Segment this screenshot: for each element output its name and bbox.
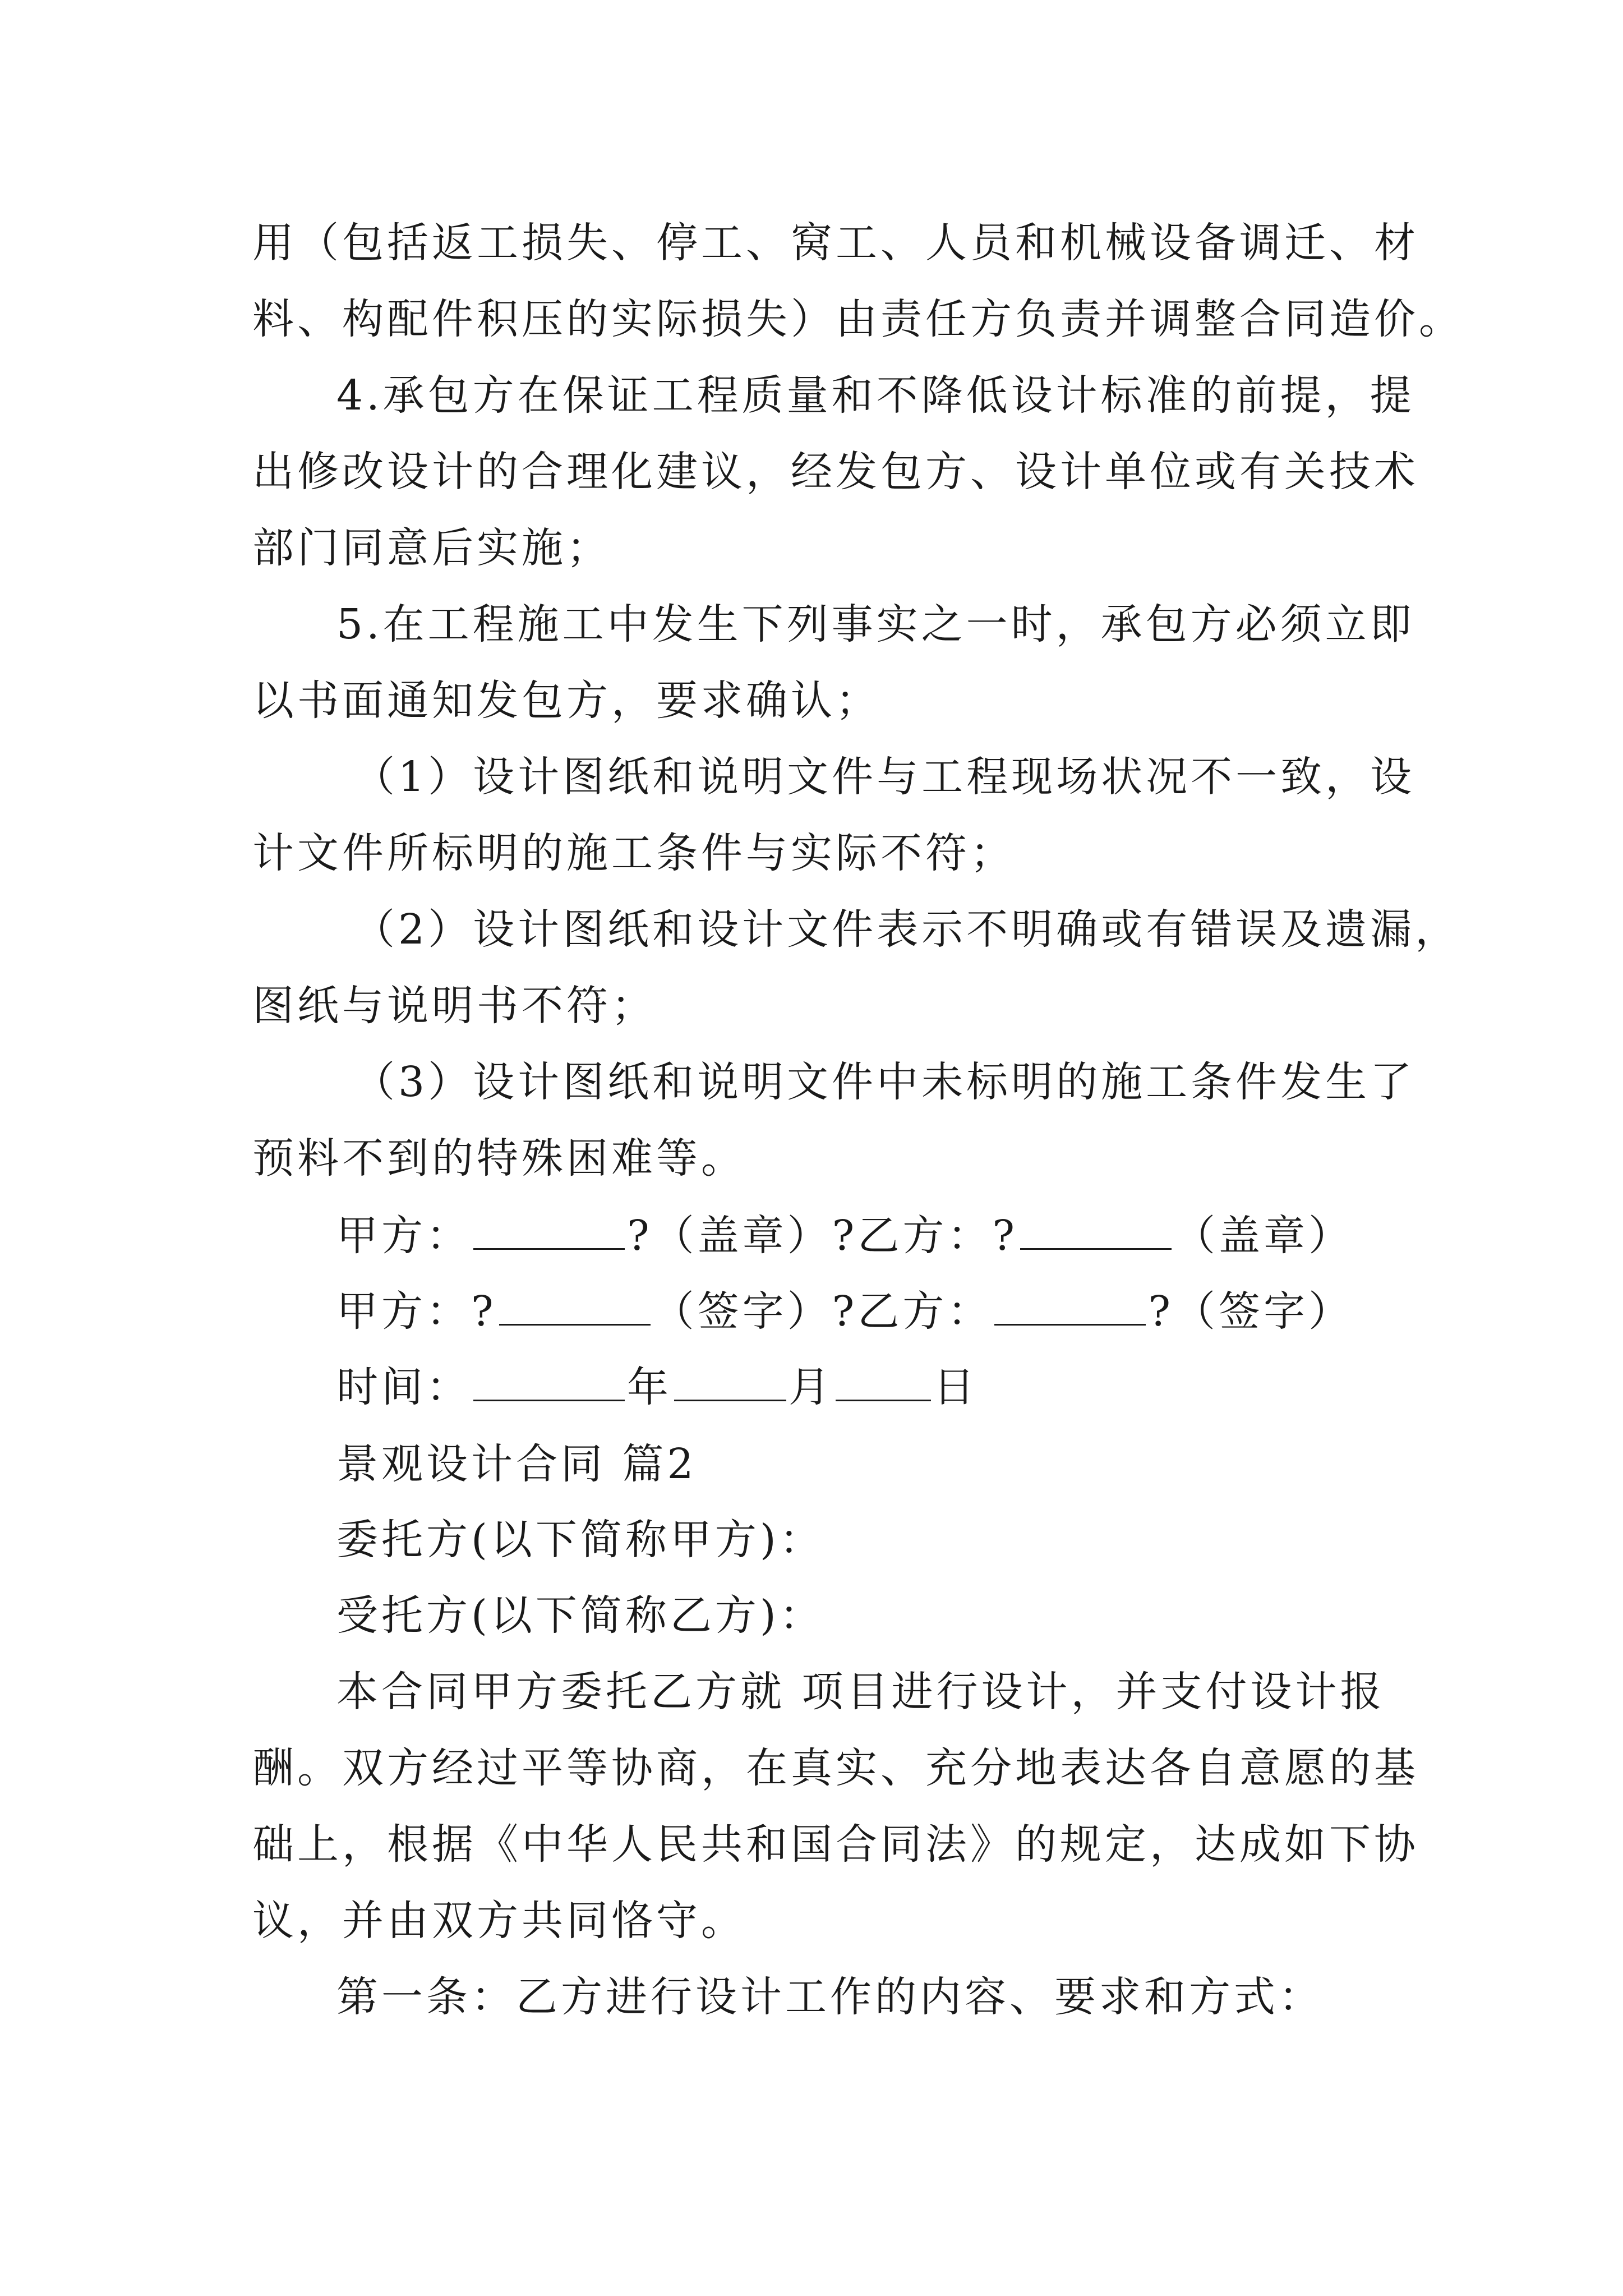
- client-line: 委托方(以下简称甲方)：: [336, 1516, 824, 1564]
- party-b-sign-text: ?（签字）: [1148, 1287, 1354, 1336]
- paragraph-line: 以书面通知发包方，要求确认；: [252, 677, 880, 725]
- party-a-sign-blank: [499, 1290, 651, 1326]
- party-a-label: 甲方：?: [336, 1287, 497, 1336]
- paragraph-line: 部门同意后实施；: [252, 524, 611, 572]
- signature-seal-row: [336, 1209, 1353, 1263]
- sign-mid-text: （签字）?乙方：: [652, 1287, 993, 1336]
- paragraph-line: （2）设计图纸和设计文件表示不明确或有错误及遗漏，: [353, 905, 1460, 954]
- paragraph-line: 预料不到的特殊困难等。: [252, 1134, 746, 1182]
- month-label: 月: [789, 1363, 833, 1411]
- paragraph-line: 4.承包方在保证工程质量和不降低设计标准的前提，提: [336, 371, 1415, 420]
- contractor-line: 受托方(以下简称乙方)：: [336, 1591, 824, 1640]
- paragraph-line: 酬。双方经过平等协商，在真实、充分地表达各自意愿的基: [252, 1744, 1419, 1792]
- year-label: 年: [627, 1363, 672, 1411]
- year-blank: [473, 1366, 625, 1401]
- paragraph-line: 础上，根据《中华人民共和国合同法》的规定，达成如下协: [252, 1820, 1419, 1869]
- paragraph-line: 料、构配件积压的实际损失）由责任方负责并调整合同造价。: [252, 295, 1464, 343]
- paragraph-line: 计文件所标明的施工条件与实际不符；: [252, 829, 1015, 877]
- day-blank: [836, 1366, 931, 1401]
- month-blank: [674, 1366, 786, 1401]
- signature-name-row: [336, 1285, 1353, 1338]
- date-row: [336, 1360, 978, 1414]
- paragraph-line: 5.在工程施工中发生下列事实之一时，承包方必须立即: [336, 600, 1415, 648]
- article-heading: 第一条：乙方进行设计工作的内容、要求和方式：: [336, 1973, 1324, 2021]
- paragraph-line: 本合同甲方委托乙方就 项目进行设计，并支付设计报: [336, 1668, 1385, 1716]
- date-label: 时间：: [336, 1363, 471, 1411]
- paragraph-line: 议，并由双方共同恪守。: [252, 1897, 746, 1945]
- day-label: 日: [933, 1363, 978, 1411]
- paragraph-line: 用（包括返工损失、停工、窝工、人员和机械设备调迁、材: [252, 219, 1419, 267]
- section-title: 景观设计合同 篇2: [336, 1440, 697, 1488]
- paragraph-line: 出修改设计的合理化建议，经发包方、设计单位或有关技术: [252, 448, 1419, 496]
- party-a-label: 甲方：: [336, 1212, 471, 1260]
- party-a-seal-blank: [473, 1214, 625, 1250]
- party-b-sign-blank: [994, 1290, 1146, 1326]
- party-b-seal-text: （盖章）: [1174, 1212, 1354, 1260]
- seal-mid-text: ?（盖章）?乙方：?: [627, 1212, 1018, 1260]
- paragraph-line: 图纸与说明书不符；: [252, 982, 656, 1030]
- party-b-seal-blank: [1020, 1214, 1172, 1250]
- paragraph-line: （3）设计图纸和说明文件中未标明的施工条件发生了: [353, 1058, 1415, 1106]
- paragraph-line: （1）设计图纸和说明文件与工程现场状况不一致，设: [353, 753, 1415, 801]
